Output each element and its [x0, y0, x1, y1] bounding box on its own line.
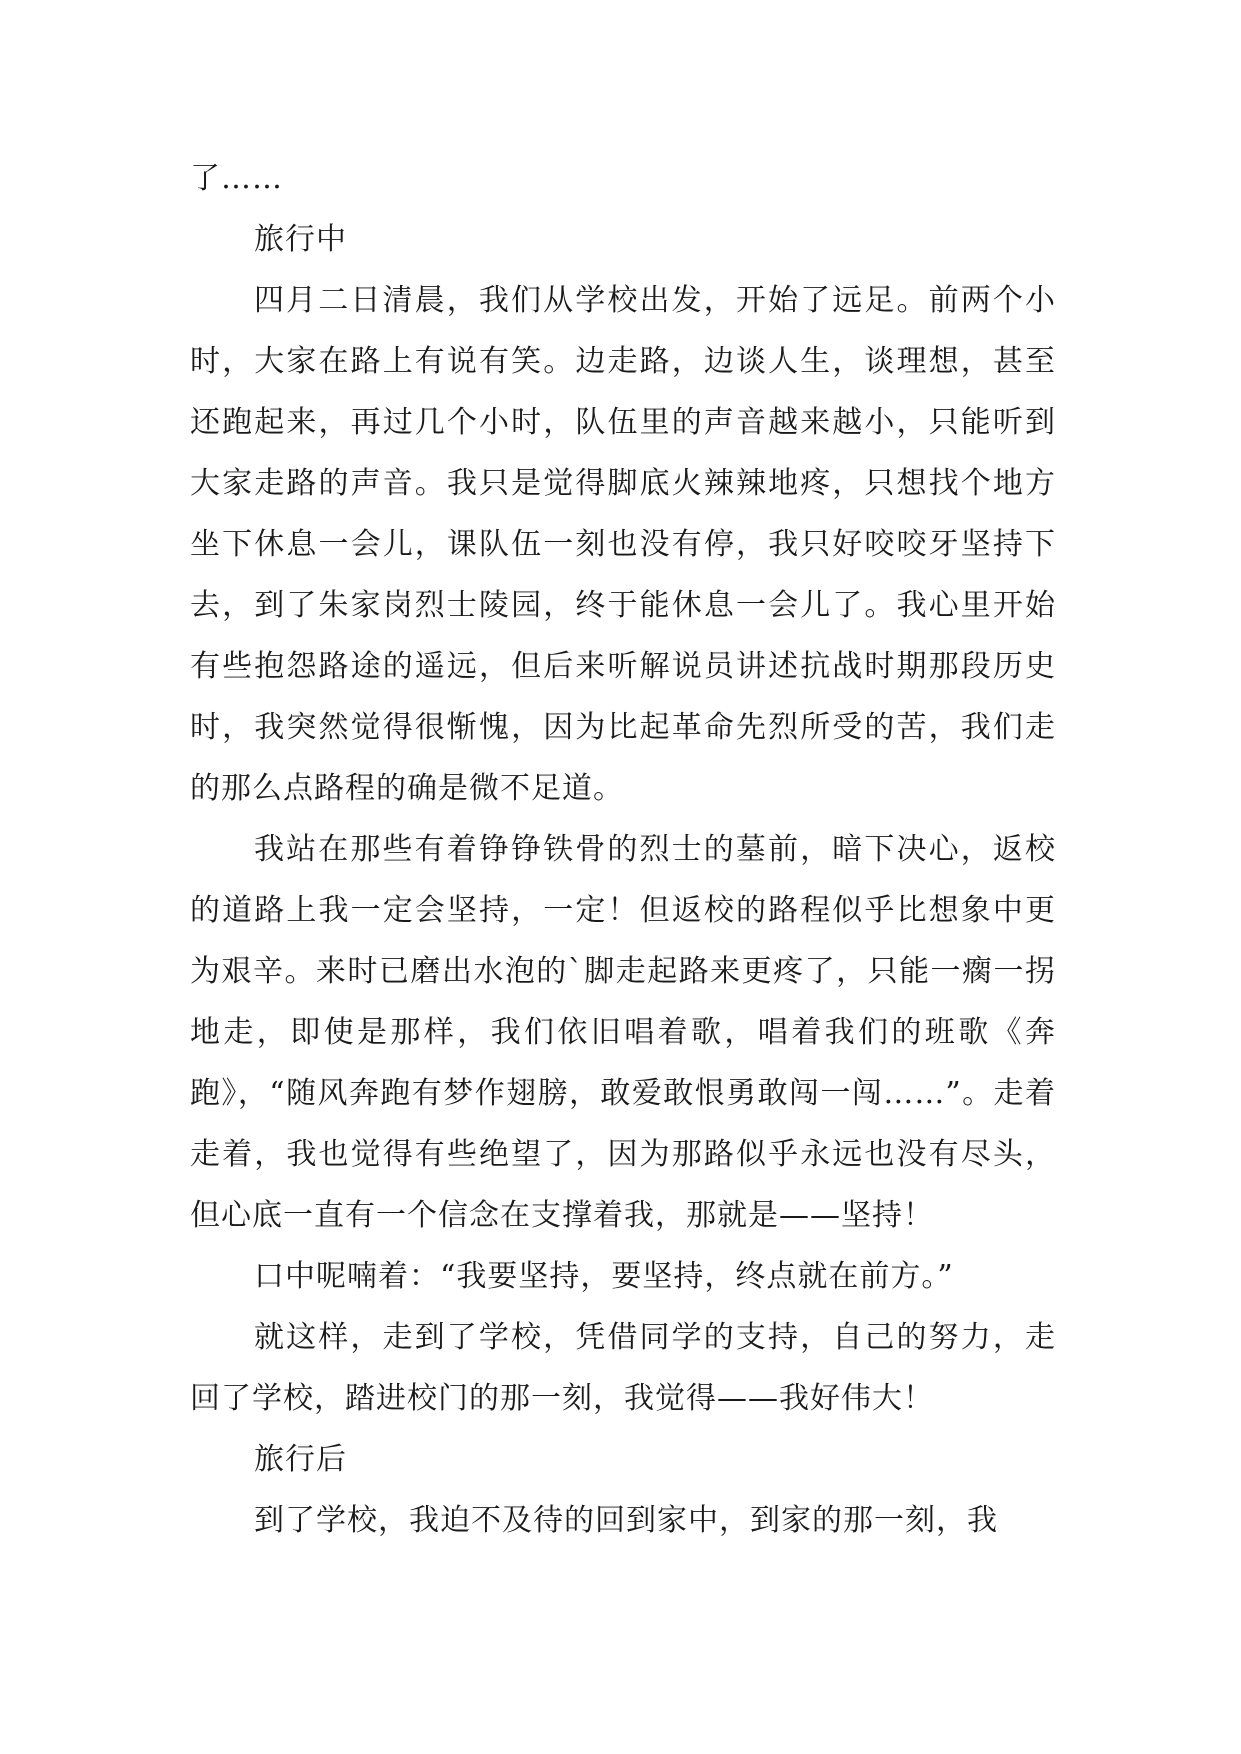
section-heading-during-trip: 旅行中: [254, 222, 347, 257]
paragraph-home: 到了学校，我迫不及待的回到家中，到家的那一刻，我: [254, 1503, 998, 1538]
paragraph-murmur: 口中呢喃着：“我要坚持，要坚持，终点就在前方。”: [254, 1259, 954, 1294]
paragraph-return-journey: 我站在那些有着铮铮铁骨的烈士的墓前，暗下决心，返校的道路上我一定会坚持，一定！但返校的路程似乎比想象中更为艰辛。来时已磨出水泡的`脚走起路来更疼了，只能一瘸一拐地走，即使是那样，我们依旧唱着歌，唱着我们的班歌《奔跑》，“随风奔跑有梦作翅膀，敢爱敢恨勇敢闯一闯……”。走着走着，我也觉得有些绝望了，因为那路似乎永远也没有尽头，但心底一直有一个信念在支撑着我，那就是——坚持！: [190, 832, 1056, 1233]
document-body: [190, 148, 1056, 1551]
paragraph-continuation: 了……: [190, 161, 283, 196]
section-heading-after-trip: 旅行后: [254, 1442, 347, 1477]
paragraph-arrival: 就这样，走到了学校，凭借同学的支持，自己的努力，走回了学校，踏进校门的那一刻，我觉得——我好伟大！: [190, 1320, 1056, 1416]
paragraph-departure: 四月二日清晨，我们从学校出发，开始了远足。前两个小时，大家在路上有说有笑。边走路，边谈人生，谈理想，甚至还跑起来，再过几个小时，队伍里的声音越来越小，只能听到大家走路的声音。我只是觉得脚底火辣辣地疼，只想找个地方坐下休息一会儿，课队伍一刻也没有停，我只好咬咬牙坚持下去，到了朱家岗烈士陵园，终于能休息一会儿了。我心里开始有些抱怨路途的遥远，但后来听解说员讲述抗战时期那段历史时，我突然觉得很惭愧，因为比起革命先烈所受的苦，我们走的那么点路程的确是微不足道。: [190, 283, 1056, 806]
